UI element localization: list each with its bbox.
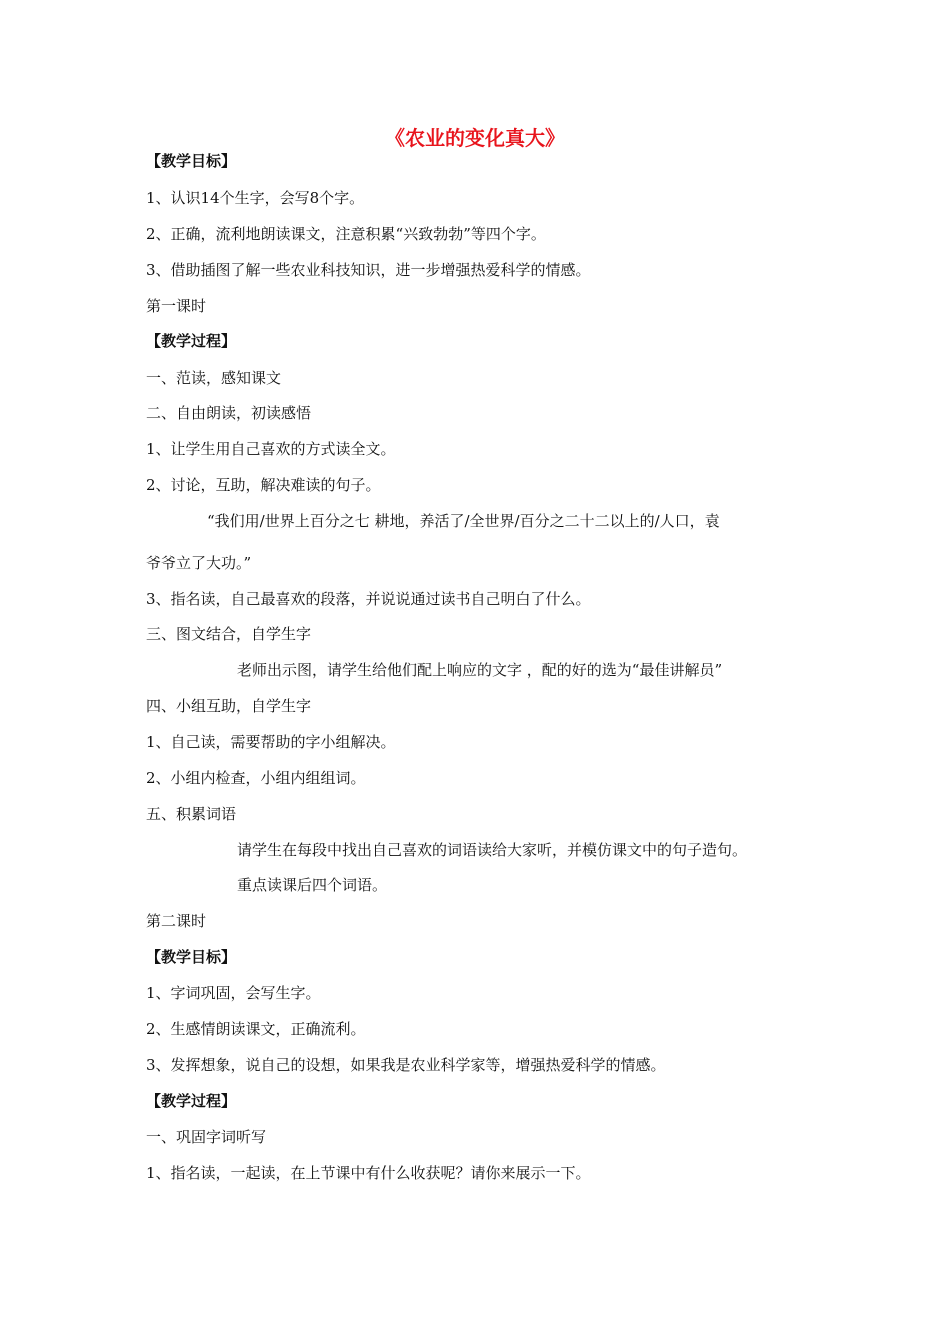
lesson-heading-first: 第一课时 [146, 297, 207, 315]
goal-item-1b: 1、字词巩固，会写生字。 [146, 984, 321, 1002]
step-item: 1、自己读，需要帮助的字小组解决。 [146, 733, 396, 751]
goal-item-2b: 2、生感情朗读课文，正确流利。 [146, 1020, 366, 1038]
goal-item-2: 2、正确，流利地朗读课文，注意积累“兴致勃勃”等四个字。 [146, 225, 546, 243]
step-item: 2、讨论，互助，解决难读的句子。 [146, 476, 381, 494]
step-detail: 老师出示图，请学生给他们配上响应的文字 ，配的好的选为“最佳讲解员” [237, 661, 723, 679]
step-item: 1、指名读，一起读，在上节课中有什么收获呢？请你来展示一下。 [146, 1164, 591, 1182]
goal-item-1: 1、认识14个生字，会写8个字。 [146, 189, 365, 207]
step-heading-4: 四、小组互助，自学生字 [146, 697, 312, 715]
goal-item-3b: 3、发挥想象，说自己的设想，如果我是农业科学家等，增强热爱科学的情感。 [146, 1056, 666, 1074]
section-heading-teaching-process: 【教学过程】 [146, 332, 237, 350]
quote-line-2: 爷爷立了大功。” [146, 554, 252, 572]
section-heading-teaching-goals-2: 【教学目标】 [146, 948, 237, 966]
step-heading-1: 一、范读，感知课文 [146, 369, 282, 387]
step-heading-1b: 一、巩固字词听写 [146, 1128, 267, 1146]
step-item: 2、小组内检查，小组内组组词。 [146, 769, 366, 787]
step-heading-3: 三、图文结合，自学生字 [146, 625, 312, 643]
quote-line-1: “我们用/世界上百分之七 耕地，养活了/全世界/百分之二十二以上的/人口，袁 [207, 512, 720, 530]
section-heading-teaching-goals: 【教学目标】 [146, 152, 237, 170]
step-detail: 请学生在每段中找出自己喜欢的词语读给大家听，并模仿课文中的句子造句。 [237, 841, 748, 859]
step-heading-2: 二、自由朗读，初读感悟 [146, 404, 312, 422]
step-heading-5: 五、积累词语 [146, 805, 237, 823]
document-title: 《农业的变化真大》 [385, 126, 565, 150]
section-heading-teaching-process-2: 【教学过程】 [146, 1092, 237, 1110]
step-item: 1、让学生用自己喜欢的方式读全文。 [146, 440, 396, 458]
step-item: 3、指名读，自己最喜欢的段落，并说说通过读书自己明白了什么。 [146, 590, 591, 608]
goal-item-3: 3、借助插图了解一些农业科技知识，进一步增强热爱科学的情感。 [146, 261, 591, 279]
lesson-heading-second: 第二课时 [146, 912, 207, 930]
step-detail: 重点读课后四个词语。 [237, 876, 388, 894]
